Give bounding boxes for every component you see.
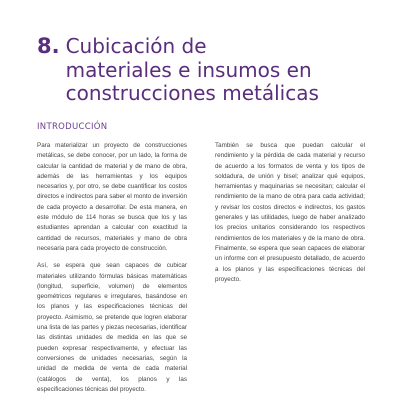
chapter-heading — [37, 35, 377, 106]
left-text-column — [37, 141, 187, 402]
chapter-title-line: Cubicación de — [65, 34, 207, 58]
chapter-title-line: materiales e insumos en — [65, 57, 312, 82]
chapter-title-line: construcciones metálicas — [65, 81, 319, 105]
section-heading: INTRODUCCIÓN — [37, 122, 108, 132]
right-text-column — [215, 141, 365, 292]
body-paragraph: También se busca que puedan calcular el rendimiento y la pérdida de cada material y recurso de acuerdo a los formatos de venta y los tipos de soldadura, de unión y bisel; analizar qué equipos, herramientas y maquinarias se necesitan; calcular el rendimiento de la mano de obra para cada actividad; y revisar los costos directos e indirectos, los gastos generales y las utilidades, luego de haber analizado los precios unitarios considerando los respectivos rendimientos de los materiales y de la mano de obra. Finalmente, se espera que sean capaces de elaborar un informe con el presupuesto detallado, de acuerdo a los planos y las especificaciones técnicas del proyecto. — [215, 142, 365, 283]
chapter-title — [66, 35, 319, 106]
body-paragraph: Así, se espera que sean capaces de cubicar materiales utilizando fórmulas básicas matemáticas (longitud, superficie, volumen) de elementos geométricos regulares e irregulares, basándose en los planos y las especificaciones técnicas del proyecto. Asimismo, se pretende que logren elaborar una lista de las partes y piezas necesarias, identificar las distintas unidades de medida en las que se pueden expresar respectivamente, y efectuar las conversiones de unidades necesarias, según la unidad de medida de venta de cada material (catálogos de venta), los planos y las especificaciones técnicas del proyecto. — [37, 262, 187, 393]
chapter-number: 8. — [37, 34, 60, 58]
body-paragraph: Para materializar un proyecto de construcciones metálicas, se debe conocer, por un lado, la forma de calcular la cantidad de material y de mano de obra, además de las herramientas y los equipos necesarios y, por otro, se debe cuantificar los costos directos e indirectos para saber el monto de inversión de cada proyecto a desarrollar. De esta manera, en este módulo de 114 horas se busca que los y las estudiantes aprendan a calcular con exactitud la cantidad de recursos, materiales y mano de obra necesaria para cada proyecto de construcción. — [37, 142, 187, 252]
